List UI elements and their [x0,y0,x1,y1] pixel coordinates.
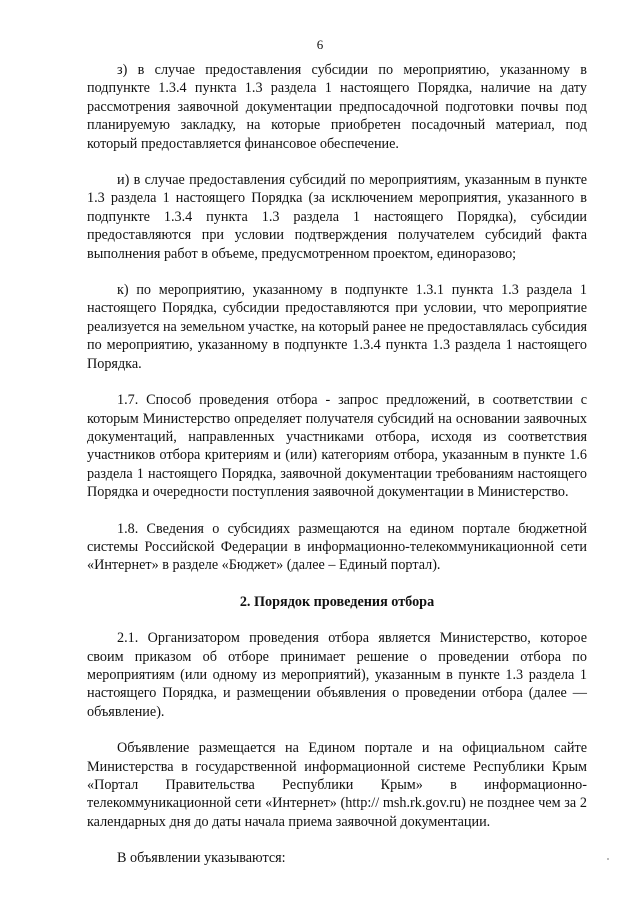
paragraph-1-8: 1.8. Сведения о субсидиях размещаются на едином портале бюджетной системы Российской Федерации в информационно-телекоммуникационной сети «Интернет» в разделе «Бюджет» (далее – Единый портал). [87,520,587,574]
scan-speck [607,858,609,860]
paragraph-announcement-contents: В объявлении указываются: [117,850,286,867]
paragraph-k: к) по мероприятию, указанному в подпункте 1.3.1 пункта 1.3 раздела 1 настоящего Порядка, субсидии предоставляются при условии, что мероприятие реализуется на земельном участке, на который ранее не предоставлялась субсидия по мероприятию, указанному в подпункте 1.3.4 пункта 1.3 раздела 1 настоящего Порядка. [87,282,587,372]
paragraph-announcement: Объявление размещается на Едином портале и на официальном сайте Министерства в государственной информационной системе Республики Крым «Портал Правительства Республики Крым» в информационно-телекоммуникационной сети «Интернет» (http:// msh.rk.gov.ru) не позднее чем за 2 календарных дня до даты начала приема заявочной документации. [87,740,587,830]
paragraph-i: и) в случае предоставления субсидий по мероприятиям, указанным в пункте 1.3 раздела 1 настоящего Порядка (за исключением мероприятия, указанного в подпункте 1.3.4 пункта 1.3 раздела 1 настоящего Порядка), субсидии предоставляются при условии подтверждения получателем субсидий факта выполнения работ в объеме, предусмотренном проектом, единоразово; [87,172,587,262]
paragraph-z: з) в случае предоставления субсидии по мероприятию, указанному в подпункте 1.3.4 пункта 1.3 раздела 1 настоящего Порядка, наличие на дату рассмотрения заявочной документации предпосадочной подготовки почвы под планируемую закладку, на которые приобретен посадочный материал, под который предоставляется финансовое обеспечение. [87,62,587,152]
paragraph-2-1: 2.1. Организатором проведения отбора является Министерство, которое своим приказом об отборе принимает решение о проведении отбора по мероприятиям (или одному из мероприятий), указанным в пункте 1.3 раздела 1 настоящего Порядка, и размещении объявления о проведении отбора (далее — объявление). [87,630,587,720]
document-body [87,61,587,868]
paragraph-1-7: 1.7. Способ проведения отбора - запрос предложений, в соответствии с которым Министерство определяет получателя субсидий на основании заявочных документаций, направленных участниками отбора, исходя из соответствия участников отбора критериям и (или) категориям отбора, указанным в пункте 1.6 раздела 1 настоящего Порядка, заявочной документации требованиям настоящего Порядка и очередности поступления заявочной документации в Министерство. [87,392,587,501]
section-heading: 2. Порядок проведения отбора [239,593,435,610]
page-number: 6 [316,37,324,52]
